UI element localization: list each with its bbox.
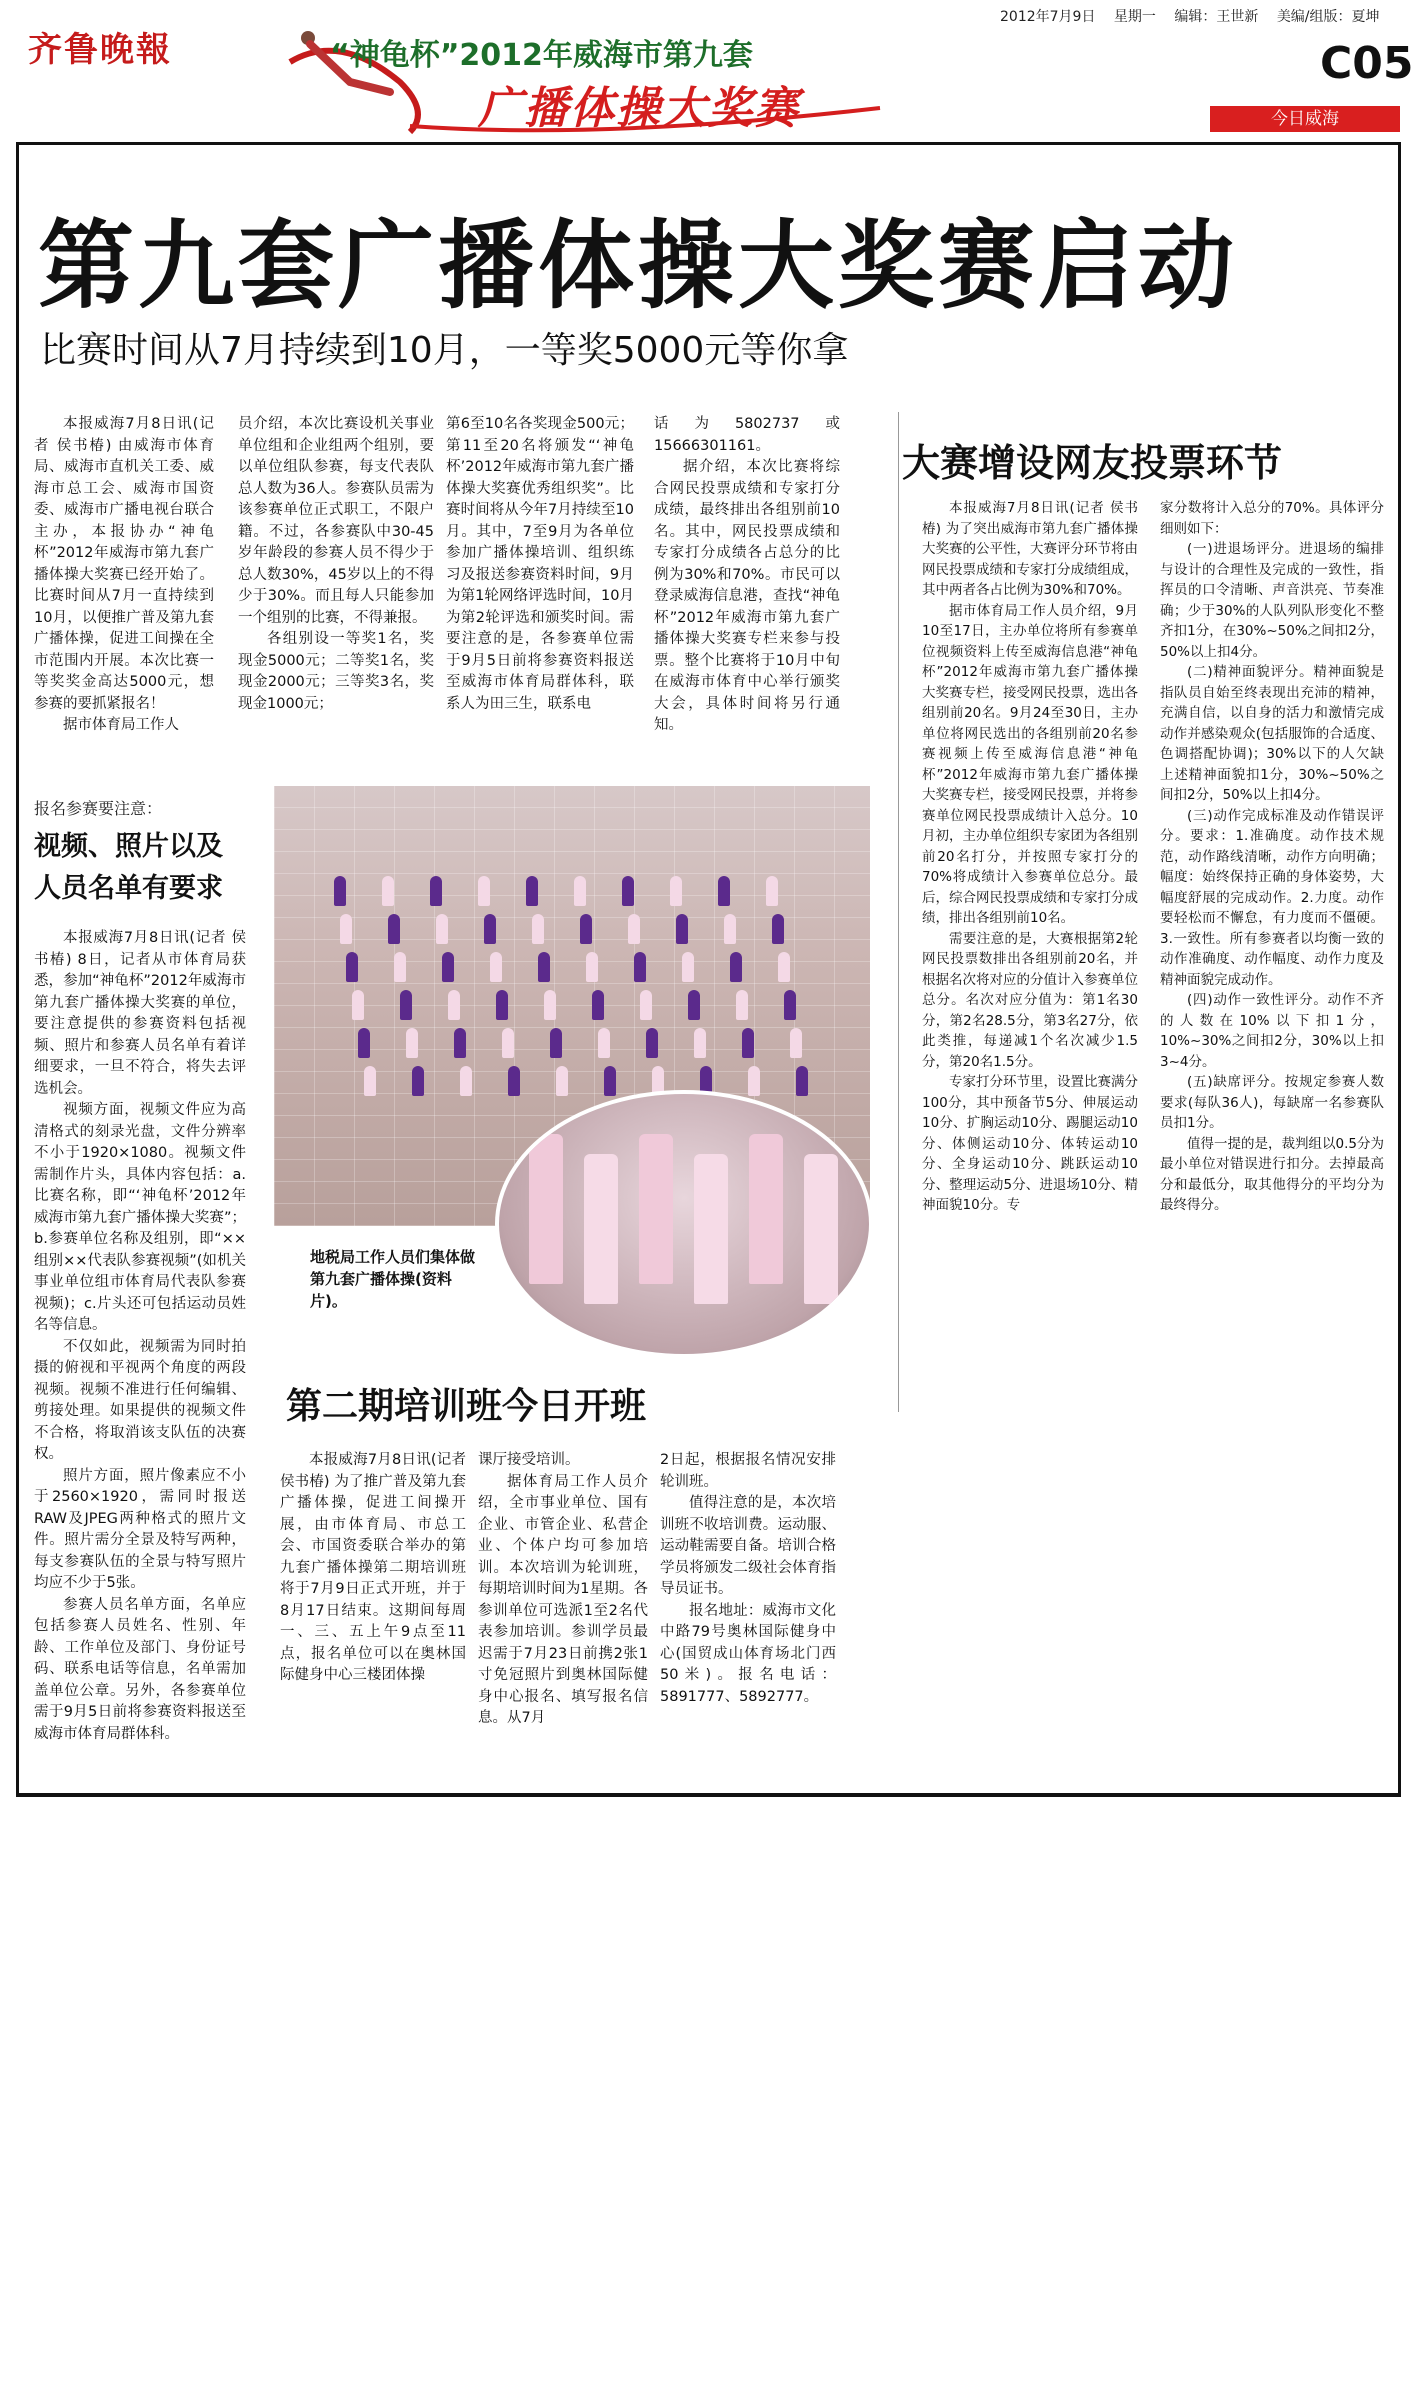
- vote-paragraph: (五)缺席评分。按规定参赛人数要求(每队36人)，每缺席一名参赛队员扣1分。: [1160, 1074, 1384, 1131]
- issue-weekday: 星期一: [1113, 9, 1156, 25]
- dancer-figure: [406, 1028, 418, 1058]
- lead-paragraph: 话为5802737或15666301161。: [654, 416, 840, 454]
- dancer-figure: [448, 990, 460, 1020]
- dancer-figure: [340, 914, 352, 944]
- dancer-closeup: [639, 1134, 673, 1284]
- training-column-1: [280, 1450, 466, 1780]
- vote-paragraph: 本报威海7月8日讯(记者 侯书椿) 为了突出威海市第九套广播体操大奖赛的公平性，大赛评分环节将由网民投票成绩和专家打分成绩组成，其中两者各占比例为30%和70%。: [922, 500, 1138, 598]
- vote-paragraph: (四)动作一致性评分。动作不齐的人数在10%以下扣1分，10%~30%之间扣2分，30%以上扣3~4分。: [1160, 992, 1384, 1070]
- dancer-figure: [412, 1066, 424, 1096]
- lead-column-3: [446, 414, 634, 754]
- dancer-figure: [364, 1066, 376, 1096]
- training-column-2: [478, 1450, 648, 1780]
- notice-paragraph: 不仅如此，视频需为同时拍摄的俯视和平视两个角度的两段视频。视频不准进行任何编辑、剪接处理。如果提供的视频文件不合格，将取消该支队伍的决赛权。: [34, 1338, 246, 1462]
- training-paragraph: 值得注意的是，本次培训班不收培训费。运动服、运动鞋需要自备。培训合格学员将颁发二级社会体育指导员证书。: [660, 1495, 836, 1597]
- dancer-figure: [640, 990, 652, 1020]
- lead-column-1: [34, 414, 214, 754]
- main-headline: 第九套广播体操大奖赛启动: [38, 210, 1238, 322]
- dancer-figure: [334, 876, 346, 906]
- page-meta: [1000, 6, 1394, 26]
- issue-date: 2012年7月9日: [1000, 9, 1096, 25]
- lead-paragraph: 本报威海7月8日讯(记者 侯书椿) 由威海市体育局、威海市直机关工委、威海市总工会、威海市国资委、威海市广播电视台联合主办，本报协办“神龟杯”2012年威海市第九套广播体操大奖赛已经开始了。比赛时间从7月一直持续到10月，以便推广普及第九套广播体操，促进工间操在全市范围内开展。本次比赛一等奖奖金高达5000元，想参赛的要抓紧报名！: [34, 416, 214, 712]
- section-label: 今日威海: [1210, 106, 1400, 132]
- training-column-3: [660, 1450, 836, 1780]
- dancer-closeup: [694, 1154, 728, 1304]
- notice-body: [34, 928, 246, 1788]
- dancer-figure: [544, 990, 556, 1020]
- dancer-figure: [682, 952, 694, 982]
- vote-column-2: [1160, 498, 1384, 1348]
- vote-article-title: 大赛增设网友投票环节: [902, 441, 1283, 485]
- dancer-figure: [730, 952, 742, 982]
- vote-paragraph: (一)进退场评分。进退场的编排与设计的合理性及完成的一致性，指挥员的口令清晰、声音洪亮、节奏准确；少于30%的人队列队形变化不整齐扣1分，在30%~50%之间扣2分，50%以上扣4分。: [1160, 541, 1384, 660]
- dancer-figure: [622, 876, 634, 906]
- dancer-figure: [508, 1066, 520, 1096]
- dancer-figure: [436, 914, 448, 944]
- dancer-figure: [784, 990, 796, 1020]
- notice-title-line: 人员名单有要求: [34, 873, 223, 904]
- dancer-figure: [352, 990, 364, 1020]
- dancer-figure: [496, 990, 508, 1020]
- dancer-figure: [382, 876, 394, 906]
- vote-paragraph: 家分数将计入总分的70%。具体评分细则如下：: [1160, 500, 1384, 537]
- dancer-figure: [676, 914, 688, 944]
- notice-paragraph: 参赛人员名单方面，名单应包括参赛人员姓名、性别、年龄、工作单位及部门、身份证号码、联系电话等信息，名单需加盖单位公章。另外，各参赛单位需于9月5日前将参赛资料报送至威海市体育局群体科。: [34, 1596, 246, 1742]
- dancer-figure: [490, 952, 502, 982]
- vote-paragraph: 专家打分环节里，设置比赛满分100分，其中预备节5分、伸展运动10分、扩胸运动10分、踢腿运动10分、体侧运动10分、体转运动10分、全身运动10分、跳跃运动10分、整理运动5分、进退场10分、精神面貌10分。专: [922, 1074, 1138, 1213]
- dancer-figure: [586, 952, 598, 982]
- vote-paragraph: (三)动作完成标准及动作错误评分。要求：1.准确度。动作技术规范，动作路线清晰，动作方向明确；幅度：始终保持正确的身体姿势，大幅度舒展的完成动作。2.力度。动作要轻松而不懈怠，有力度而不僵硬。3.一致性。所有参赛者以均衡一致的动作准确度、动作幅度、动作力度及精神面貌完成动作。: [1160, 807, 1384, 988]
- training-article-title: 第二期培训班今日开班: [286, 1386, 647, 1427]
- dancer-figure: [634, 952, 646, 982]
- lead-paragraph: 第6至10名各奖现金500元；第11至20名将颁发“‘神龟杯’2012年威海市第九套广播体操大奖赛优秀组织奖”。比赛时间将从今年7月持续至10月。其中，7至9月为各单位参加广播体操培训、组织练习及报送参赛资料时间，9月为第1轮网络评选时间，10月为第2轮评选和颁奖时间。需要注意的是，各参赛单位需于9月5日前将参赛资料报送至威海市体育局群体科，联系人为田三生，联系电: [446, 416, 634, 712]
- dancer-figure: [574, 876, 586, 906]
- page-number: C05: [1320, 38, 1414, 89]
- training-paragraph: 本报威海7月8日讯(记者 侯书椿) 为了推广普及第九套广播体操，促进工间操开展，由市体育局、市总工会、市国资委联合举办的第九套广播体操第二期培训班将于7月9日正式开班，并于8月17日结束。这期间每周一、三、五上午9点至11点，报名单位可以在奥林国际健身中心三楼团体操: [280, 1452, 466, 1683]
- dancer-figure: [598, 1028, 610, 1058]
- dancer-figure: [748, 1066, 760, 1096]
- dancer-figure: [736, 990, 748, 1020]
- main-subheadline: 比赛时间从7月持续到10月，一等奖5000元等你拿: [40, 330, 849, 371]
- vote-paragraph: 值得一提的是，裁判组以0.5分为最小单位对错误进行扣分。去掉最高分和最低分，取其他得分的平均分为最终得分。: [1160, 1135, 1384, 1213]
- dancer-figure: [790, 1028, 802, 1058]
- exercise-photo-inset: [495, 1090, 873, 1358]
- dancer-figure: [772, 914, 784, 944]
- dancer-figure: [550, 1028, 562, 1058]
- dancer-figure: [484, 914, 496, 944]
- dancer-figure: [454, 1028, 466, 1058]
- photo-caption: 地税局工作人员们集体做第九套广播体操(资料片)。: [310, 1248, 476, 1310]
- dancer-figure: [538, 952, 550, 982]
- dancer-figure: [358, 1028, 370, 1058]
- editor-credit: 编辑：王世新: [1174, 9, 1259, 25]
- dancer-figure: [394, 952, 406, 982]
- dancer-figure: [526, 876, 538, 906]
- notice-title-line: 视频、照片以及: [34, 831, 223, 862]
- dancer-figure: [604, 1066, 616, 1096]
- vote-paragraph: 需要注意的是，大赛根据第2轮网民投票数排出各组别前20名，并根据名次将对应的分值计入参赛单位总分。名次对应分值为：第1名30分，第2名28.5分，第3名27分，依此类推，每递减1个名次减少1.5分，第20名1.5分。: [922, 930, 1138, 1070]
- dancer-figure: [430, 876, 442, 906]
- lead-column-2: [238, 414, 434, 754]
- lead-column-4: [654, 414, 840, 754]
- dancer-figure: [346, 952, 358, 982]
- dancer-closeup: [529, 1134, 563, 1284]
- banner-title-line1: “神龟杯”2012年威海市第九套: [330, 38, 753, 73]
- dancer-figure: [502, 1028, 514, 1058]
- dancer-closeup: [804, 1154, 838, 1304]
- dancer-figure: [628, 914, 640, 944]
- newspaper-logo: 齐鲁晚報: [28, 30, 172, 70]
- training-paragraph: 课厅接受培训。: [478, 1452, 580, 1468]
- lead-paragraph: 各组别设一等奖1名，奖现金5000元；二等奖1名，奖现金2000元；三等奖3名，奖现金1000元；: [238, 631, 434, 712]
- lead-paragraph: 员介绍，本次比赛设机关事业单位组和企业组两个组别，要以单位组队参赛，每支代表队总人数为36人。参赛队员需为该参赛单位正式职工，不限户籍。不过，各参赛队中30-45岁年龄段的参赛人员不得少于总人数30%，45岁以上的不得少于30%。而且每人只能参加一个组别的比赛，不得兼报。: [238, 416, 434, 626]
- dancer-figure: [580, 914, 592, 944]
- dancer-figure: [556, 1066, 568, 1096]
- notice-kicker: 报名参赛要注意：: [34, 799, 163, 818]
- vote-paragraph: (二)精神面貌评分。精神面貌是指队员自始至终表现出充沛的精神，充满自信，以自身的活力和激情完成动作并感染观众(包括服饰的合适度、色调搭配协调)；30%以下的人欠缺上述精神面貌扣1分，30%~50%之间扣2分，50%以上扣4分。: [1160, 664, 1384, 803]
- dancer-figure: [460, 1066, 472, 1096]
- dancer-figure: [670, 876, 682, 906]
- dancer-figure: [766, 876, 778, 906]
- lead-paragraph: 据市体育局工作人: [63, 717, 179, 733]
- dancer-figure: [442, 952, 454, 982]
- dancer-figure: [718, 876, 730, 906]
- notice-paragraph: 本报威海7月8日讯(记者 侯书椿) 8日，记者从市体育局获悉，参加“神龟杯”2012年威海市第九套广播体操大奖赛的单位，要注意提供的参赛资料包括视频、照片和参赛人员名单有着详细要求，一旦不符合，将失去评选机会。: [34, 930, 246, 1097]
- bottom-rule: [16, 1794, 1401, 1797]
- dancer-figure: [724, 914, 736, 944]
- dancer-figure: [592, 990, 604, 1020]
- dancer-figure: [778, 952, 790, 982]
- notice-paragraph: 视频方面，视频文件应为高清格式的刻录光盘，文件分辨率不小于1920×1080。视频文件需制作片头，具体内容包括：a.比赛名称，即“‘神龟杯’2012年威海市第九套广播体操大奖赛”；b.参赛单位名称及组别，即“××组别××代表队参赛视频”(如机关事业单位组市体育局代表队参赛视频)；c.片头还可包括运动员姓名等信息。: [34, 1102, 246, 1333]
- lead-paragraph: 据介绍，本次比赛将综合网民投票成绩和专家打分成绩，最终排出各组别前10名。其中，网民投票成绩和专家打分成绩各占总分的比例为30%和70%。市民可以登录威海信息港，查找“神龟杯”2012年威海市第九套广播体操大奖赛专栏来参与投票。整个比赛将于10月中旬在威海市体育中心举行颁奖大会，具体时间将另行通知。: [654, 459, 840, 733]
- dancer-figure: [796, 1066, 808, 1096]
- dancer-figure: [694, 1028, 706, 1058]
- dancer-figure: [532, 914, 544, 944]
- dancer-figure: [646, 1028, 658, 1058]
- dancer-closeup: [749, 1134, 783, 1284]
- dancer-figure: [400, 990, 412, 1020]
- dancer-figure: [742, 1028, 754, 1058]
- banner-title-line2: 广播体操大奖赛: [478, 83, 800, 134]
- training-paragraph: 2日起，根据报名情况安排轮训班。: [660, 1452, 836, 1490]
- training-paragraph: 据体育局工作人员介绍，全市事业单位、国有企业、市管企业、私营企业、个体户均可参加培训。本次培训为轮训班，每期培训时间为1星期。各参训单位可选派1至2名代表参加培训。参训学员最迟需于7月23日前携2张1寸免冠照片到奥林国际健身中心报名、填写报名信息。从7月: [478, 1473, 648, 1726]
- vote-column-1: [922, 498, 1138, 1348]
- dancer-figure: [388, 914, 400, 944]
- dancer-figure: [688, 990, 700, 1020]
- training-paragraph: 报名地址：威海市文化中路79号奥林国际健身中心(国贸成山体育场北门西50米)。报名电话：5891777、5892777。: [660, 1602, 836, 1705]
- dancer-closeup: [584, 1154, 618, 1304]
- vote-paragraph: 据市体育局工作人员介绍，9月10至17日，主办单位将所有参赛单位视频资料上传至威海信息港“神龟杯”2012年威海市第九套广播体操大奖赛专栏，接受网民投票，选出各组别前20名。9月24至30日，主办单位将网民选出的各组别前20名参赛视频上传至威海信息港“神龟杯”2012年威海市第九套广播体操大奖赛专栏，接受网民投票，并将参赛单位网民投票成绩计入总分。10月初，主办单位组织专家团为各组别前20名打分，并按照专家打分的70%将成绩计入参赛单位总分。最后，综合网民投票成绩和专家打分成绩，排出各组别前10名。: [922, 602, 1138, 926]
- column-divider: [898, 412, 899, 1412]
- notice-paragraph: 照片方面，照片像素应不小于2560×1920，需同时报送RAW及JPEG两种格式的照片文件。照片需分全景及特写两种，每支参赛队伍的全景与特写照片均应不少于5张。: [34, 1467, 246, 1591]
- dancer-figure: [478, 876, 490, 906]
- designer-credit: 美编/组版：夏坤: [1276, 9, 1380, 25]
- notice-title: [34, 826, 223, 910]
